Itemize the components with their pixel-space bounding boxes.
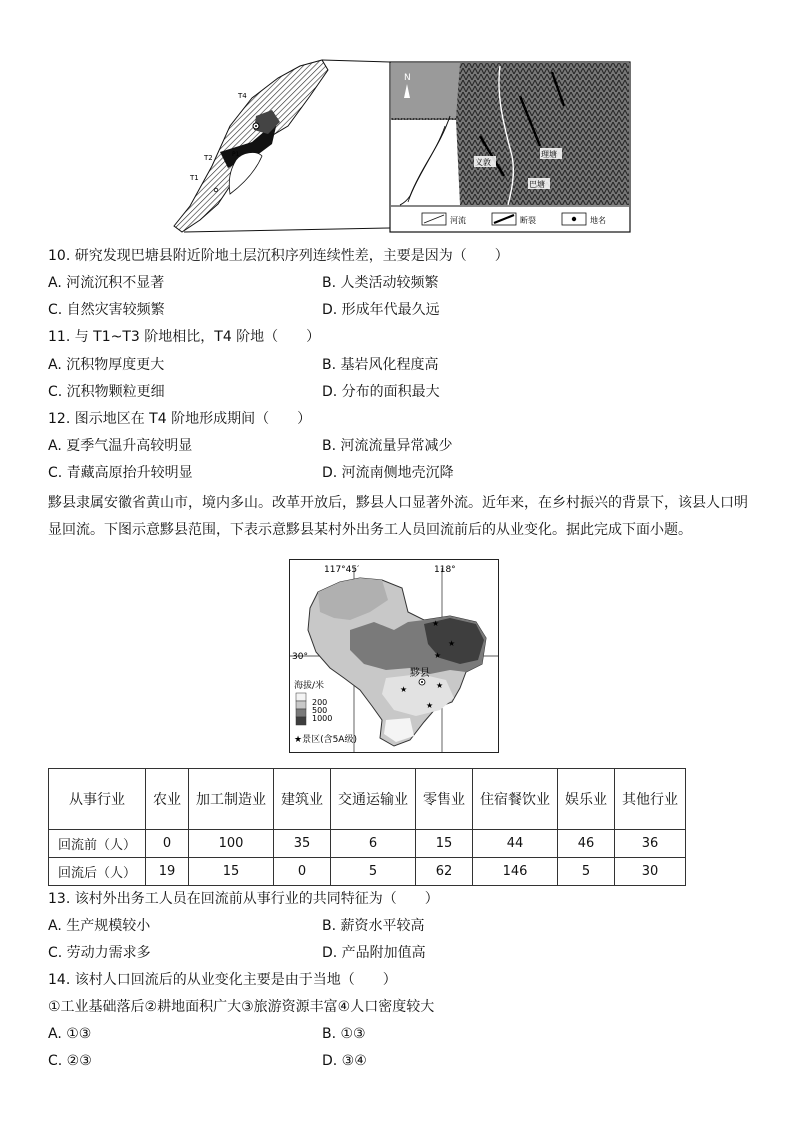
q12-option-a[interactable]: A. 夏季气温升高较明显 (48, 438, 193, 454)
legend-level-200: 200 (312, 698, 328, 707)
legend-level-500: 500 (312, 706, 328, 715)
label-batang: 巴塘 (529, 180, 545, 189)
header-cell: 建筑业 (274, 769, 331, 830)
q14-option-c[interactable]: C. ②③ (48, 1053, 92, 1069)
question-10-stem: 10. 研究发现巴塘县附近阶地土层沉积序列连续性差，主要是因为（ ） (48, 248, 509, 264)
legend-scenic-label: ★景区(含5A级) (294, 735, 357, 745)
table-cell: 146 (473, 858, 558, 886)
header-cell: 加工制造业 (189, 769, 274, 830)
q13-option-b[interactable]: B. 薪资水平较高 (322, 918, 425, 934)
employment-table (48, 768, 686, 886)
label-place-a: 义敦 (475, 158, 491, 167)
table-cell: 44 (473, 830, 558, 858)
latitude-label: 30° (292, 652, 308, 662)
table-cell: 46 (558, 830, 615, 858)
q10-option-b[interactable]: B. 人类活动较频繁 (322, 275, 439, 291)
table-cell: 5 (558, 858, 615, 886)
header-cell: 住宿餐饮业 (473, 769, 558, 830)
county-area (308, 578, 486, 746)
q13-option-d[interactable]: D. 产品附加值高 (322, 945, 426, 961)
question-12-stem: 12. 图示地区在 T4 阶地形成期间（ ） (48, 411, 312, 427)
q13-option-a[interactable]: A. 生产规模较小 (48, 918, 151, 934)
q12-option-c[interactable]: C. 青藏高原抬升较明显 (48, 465, 193, 481)
table-row (49, 830, 686, 858)
label-t1: T1 (190, 174, 199, 182)
table-cell: 15 (416, 830, 473, 858)
longitude-label-1: 117°45′ (324, 565, 360, 575)
table-row (49, 858, 686, 886)
question-14-items: ①工业基础落后②耕地面积广大③旅游资源丰富④人口密度较大 (48, 999, 435, 1015)
terrace-detail-map (174, 60, 328, 232)
table-cell: 35 (274, 830, 331, 858)
scenic-star-icon: ★ (434, 651, 442, 660)
passage-text: 黟县隶属安徽省黄山市，境内多山。改革开放后，黟县人口显著外流。近年来，在乡村振兴的背景下，该县人口明显回流。下图示意黟县范围，下表示意黟县某村外出务工人员回流前后的从业变化。据此完成下面小题。 (48, 495, 748, 538)
table-header-row (49, 769, 686, 830)
header-cell: 零售业 (416, 769, 473, 830)
scenic-star-icon: ★ (432, 619, 440, 628)
header-cell: 娱乐业 (558, 769, 615, 830)
header-cell: 其他行业 (615, 769, 686, 830)
table-cell: 15 (189, 858, 274, 886)
scenic-star-icon: ★ (400, 685, 408, 694)
q11-option-b[interactable]: B. 基岩风化程度高 (322, 357, 439, 373)
table-cell: 100 (189, 830, 274, 858)
inset-relief-map (390, 62, 630, 232)
table-cell: 30 (615, 858, 686, 886)
north-arrow-label: N (404, 73, 411, 83)
table-cell: 0 (274, 858, 331, 886)
scenic-star-icon: ★ (448, 639, 456, 648)
scenic-star-icon: ★ (436, 681, 444, 690)
label-t2: T2 (204, 154, 213, 162)
legend-river-label: 河流 (450, 216, 466, 225)
scenic-star-icon: ★ (426, 701, 434, 710)
legend-title: 海拔/米 (294, 681, 325, 691)
q14-option-a[interactable]: A. ①③ (48, 1026, 92, 1042)
q10-option-c[interactable]: C. 自然灾害较频繁 (48, 302, 165, 318)
label-t4: T4 (238, 92, 247, 100)
header-cell: 农业 (146, 769, 189, 830)
q13-option-c[interactable]: C. 劳动力需求多 (48, 945, 151, 961)
q12-option-d[interactable]: D. 河流南侧地壳沉降 (322, 465, 454, 481)
question-14-stem: 14. 该村人口回流后的从业变化主要是由于当地（ ） (48, 972, 397, 988)
header-cell: 从事行业 (49, 769, 146, 830)
longitude-label-2: 118° (434, 565, 456, 575)
table-cell: 62 (416, 858, 473, 886)
table-cell: 0 (146, 830, 189, 858)
table-cell: 5 (331, 858, 416, 886)
table-cell: 6 (331, 830, 416, 858)
legend-fault-label: 断裂 (520, 216, 536, 225)
county-name-label: 黟县 (410, 668, 430, 679)
row-label: 回流后（人） (49, 858, 146, 886)
q11-option-d[interactable]: D. 分布的面积最大 (322, 384, 440, 400)
connector-line (322, 60, 390, 62)
q14-option-d[interactable]: D. ③④ (322, 1053, 367, 1069)
table-cell: 36 (615, 830, 686, 858)
legend-place-label: 地名 (590, 216, 606, 225)
row-label: 回流前（人） (49, 830, 146, 858)
elevation-legend (294, 679, 357, 745)
question-11-stem: 11. 与 T1~T3 阶地相比，T4 阶地（ ） (48, 329, 321, 345)
q14-option-b[interactable]: B. ①③ (322, 1026, 366, 1042)
table-cell: 19 (146, 858, 189, 886)
terrace-map-figure (160, 56, 632, 236)
q11-option-a[interactable]: A. 沉积物厚度更大 (48, 357, 165, 373)
yi-county-map (289, 559, 499, 753)
legend-level-1000: 1000 (312, 714, 333, 723)
q10-option-d[interactable]: D. 形成年代最久远 (322, 302, 440, 318)
label-p1: P1 (232, 151, 240, 158)
q12-option-b[interactable]: B. 河流流量异常减少 (322, 438, 453, 454)
connector-line (184, 228, 390, 232)
q11-option-c[interactable]: C. 沉积物颗粒更细 (48, 384, 165, 400)
question-13-stem: 13. 该村外出务工人员在回流前从事行业的共同特征为（ ） (48, 891, 439, 907)
q10-option-a[interactable]: A. 河流沉积不显著 (48, 275, 165, 291)
label-place-b: 理塘 (541, 150, 557, 159)
header-cell: 交通运输业 (331, 769, 416, 830)
